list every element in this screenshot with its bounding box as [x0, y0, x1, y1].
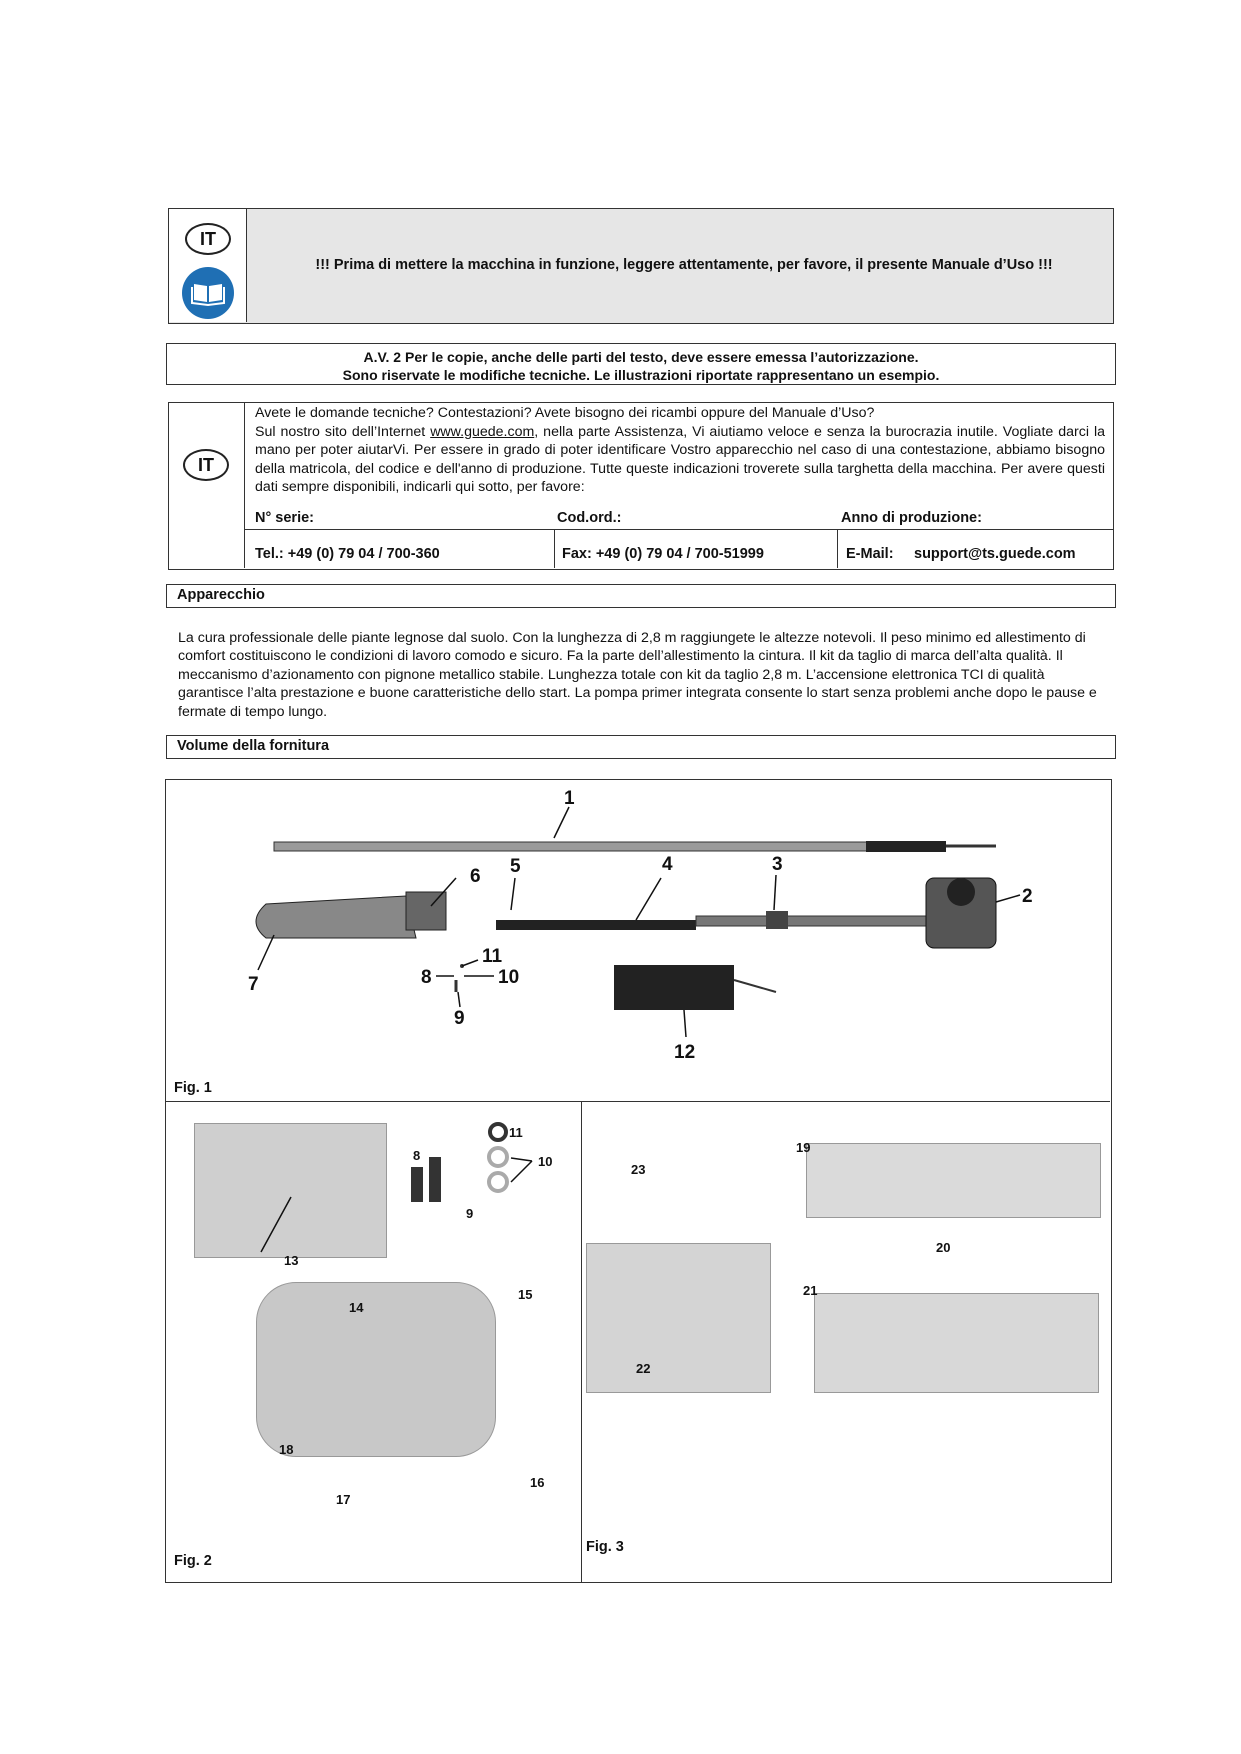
notice-line-2: Sono riservate le modifiche tecniche. Le illustrazioni riportate rappresentano un esempio. — [342, 367, 940, 383]
label-23: 23 — [631, 1162, 646, 1177]
field-divider — [245, 529, 1113, 530]
label-4: 4 — [662, 854, 673, 875]
fig1-caption: Fig. 1 — [174, 1080, 212, 1096]
language-badge: IT — [185, 223, 231, 255]
label-5: 5 — [510, 856, 521, 877]
label-18: 18 — [279, 1442, 294, 1457]
website-link[interactable]: www.guede.com — [430, 423, 535, 440]
telephone: Tel.: +49 (0) 79 04 / 700-360 — [255, 546, 440, 562]
label-17: 17 — [336, 1492, 351, 1507]
header-icons — [169, 209, 247, 322]
section-apparecchio: Apparecchio — [166, 584, 1116, 608]
label-19: 19 — [796, 1140, 811, 1155]
label-10: 10 — [538, 1154, 553, 1169]
notice-line-1: A.V. 2 Per le copie, anche delle parti del testo, deve essere emessa l’autorizzazione. — [363, 349, 919, 365]
column-divider — [554, 530, 555, 568]
label-11: 11 — [509, 1125, 523, 1140]
manual-book-icon — [182, 267, 234, 319]
language-badge: IT — [183, 449, 229, 481]
label-9: 9 — [466, 1206, 474, 1221]
email-link[interactable]: support@ts.guede.com — [914, 546, 1076, 562]
label-10: 10 — [498, 967, 520, 988]
fig3-labels — [581, 1102, 1110, 1582]
contact-question: Avete le domande tecniche? Contestazioni? Avete bisogno dei ricambi oppure del Manuale d’Uso? — [255, 405, 875, 421]
column-divider — [837, 530, 838, 568]
label-8: 8 — [413, 1148, 421, 1163]
fig1-illustration — [166, 780, 1110, 1100]
fax: Fax: +49 (0) 79 04 / 700-51999 — [562, 546, 764, 562]
contact-paragraph: Sul nostro sito dell’Internet www.guede.com, nella parte Assistenza, Vi aiutiamo veloce e senza la burocrazia inutile. Vogliate darci la mano per poter aiutarVi. Per essere in grado di poter identificare Vostro apparecchio nel caso di una contestazione, abbiamo bisogno della matricola, del codice e dell'anno di produzione. Tutte queste indicazioni troverete sulla targhetta della macchina. Per avere questi dati sempre disponibili, indicarli qui sotto, per favore: — [255, 423, 1105, 496]
fig3-caption: Fig. 3 — [586, 1539, 624, 1555]
label-2: 2 — [1022, 886, 1033, 907]
label-13: 13 — [284, 1253, 299, 1268]
label-8: 8 — [421, 967, 432, 988]
copyright-notice — [166, 343, 1116, 385]
fig2-caption: Fig. 2 — [174, 1553, 212, 1569]
label-11: 11 — [482, 946, 503, 967]
fig2-labels — [166, 1102, 580, 1582]
figures-panel — [165, 779, 1112, 1583]
email-label: E-Mail: — [846, 546, 894, 562]
device-description: La cura professionale delle piante legnose dal suolo. Con la lunghezza di 2,8 m raggiungete le altezze notevoli. Il peso minimo ed allestimento di comfort costituiscono le condizioni di lavoro comodo e sicuro. Fa la parte dell’allestimento la cintura. Il kit da taglio di marca dell’alta qualità. Il meccanismo d’azionamento con pignone metallico stabile. Lunghezza totale con kit da taglio 2,8 m. L’accensione elettronica TCI di qualità garantisce l’alta prestazione e buone caratteristiche dello start. La pompa primer integrata consente lo start senza problemi anche dopo le pause e fermate di tempo lungo. — [178, 630, 1097, 720]
label-16: 16 — [530, 1475, 545, 1490]
production-year-label: Anno di produzione: — [841, 510, 982, 526]
label-1: 1 — [564, 788, 575, 809]
label-20: 20 — [936, 1240, 951, 1255]
label-9: 9 — [454, 1008, 465, 1029]
label-22: 22 — [636, 1361, 651, 1376]
contact-language — [169, 403, 245, 568]
label-3: 3 — [772, 854, 783, 875]
warning-text: !!! Prima di mettere la macchina in funzione, leggere attentamente, per favore, il presente Manuale d’Uso !!! — [315, 257, 1053, 273]
contact-text — [255, 404, 1105, 497]
label-14: 14 — [349, 1300, 364, 1315]
label-15: 15 — [518, 1287, 533, 1302]
contact-box — [168, 402, 1114, 570]
serial-label: N° serie: — [255, 510, 314, 526]
label-6: 6 — [470, 866, 481, 887]
label-21: 21 — [803, 1283, 818, 1298]
label-7: 7 — [248, 974, 259, 995]
label-12: 12 — [674, 1042, 696, 1063]
section-fornitura: Volume della fornitura — [166, 735, 1116, 759]
warning-header — [168, 208, 1114, 324]
order-code-label: Cod.ord.: — [557, 510, 622, 526]
